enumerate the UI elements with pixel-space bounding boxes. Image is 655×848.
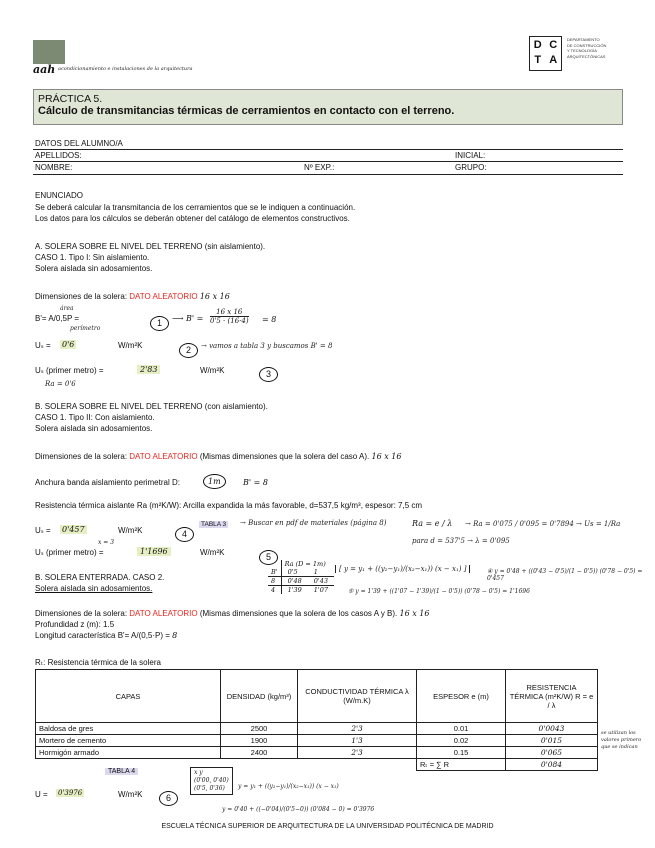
circle-number: 5 (259, 550, 278, 565)
interp-result-4: ④ y = 0'48 + ((0'43 − 0'5)/(1 − 0'5)) (0'78 − 0'5) = 0'457 (487, 568, 643, 582)
col-header-capas: CAPAS (36, 670, 221, 723)
usp-value: 2'83 (137, 365, 160, 374)
unit-label: W/m²K (200, 366, 225, 375)
grupo-label: GRUPO: (455, 163, 487, 172)
logo-image (33, 40, 65, 64)
mini-cell: 4 (271, 586, 276, 594)
cell-espesor: 0.15 (417, 747, 506, 759)
circle-2 (179, 340, 198, 358)
section-a-dim (35, 292, 230, 302)
mini-header: Ra (284, 560, 294, 568)
logo-text: aah (33, 63, 56, 76)
enunciado-line: Se deberá calcular la transmitancia de los cerramientos que se le indiquen a continuación. (35, 203, 356, 212)
mini-cell: 0'43 (313, 577, 328, 585)
cell-r: 0'015 (506, 735, 598, 747)
dcta-caption-line: DEPARTAMENTO (567, 37, 600, 42)
dcta-caption-line: Y TECNOLOGÍA (567, 48, 597, 53)
mini-cell: 8 (271, 577, 276, 585)
resistance-table (35, 669, 598, 771)
dcta-caption-line: DE CONSTRUCCIÓN (567, 42, 607, 48)
unit-label: W/m²K (118, 790, 143, 799)
u-value: 0'3976 (58, 789, 83, 797)
footer-text: ESCUELA TÉCNICA SUPERIOR DE ARQUITECTURA DE LA UNIVERSIDAD POLITÉCNICA DE MADRID (161, 823, 494, 830)
practice-number: PRÁCTICA 5. (38, 93, 103, 105)
perimeter-hand-note: perímetro (70, 325, 101, 332)
cell-capa: Hormigón armado (36, 747, 221, 759)
cell-densidad: 1900 (221, 735, 298, 747)
cell-espesor: 0.02 (417, 735, 506, 747)
mini-cell: 0'48 (281, 577, 308, 586)
table-row (36, 735, 598, 747)
interp-box (190, 767, 233, 795)
mini-cell: 0'5 (281, 568, 308, 577)
interp-box-line: x y (194, 769, 203, 776)
dcta-letter-t: T (534, 54, 542, 66)
cell-densidad: 2400 (221, 747, 298, 759)
practice-title: Cálculo de transmitancias térmicas de cerramientos en contacto con el terreno. (38, 105, 455, 117)
us-value: 0'457 (62, 525, 85, 534)
b-hand: B' = 8 (243, 478, 268, 487)
cell-lambda: 2'3 (298, 747, 417, 759)
dim-label: Dimensiones de la solera: (35, 452, 128, 461)
cell-lambda: 2'3 (298, 723, 417, 735)
divider (33, 161, 623, 162)
student-heading: DATOS DEL ALUMNO/A (35, 139, 123, 148)
usp-label: Uₛ (primer metro) = (35, 366, 104, 375)
sub-note: x = 3 (98, 539, 115, 546)
profundidad-label: Profundidad z (m): 1.5 (35, 620, 115, 629)
ra-formula: Ra = e / λ (412, 519, 453, 528)
mini-cell: 1 (313, 568, 318, 576)
circle-number: 3 (259, 367, 278, 382)
circle-number: 4 (175, 527, 194, 542)
u-label: U = (35, 790, 48, 799)
section-a-caso: CASO 1. Tipo I: Sin aislamiento. (35, 253, 150, 262)
us-label: Uₛ = (35, 341, 51, 350)
dim-hand: 16 x 16 (199, 292, 230, 301)
nombre-label: NOMBRE: (35, 163, 73, 172)
usp-label: Uₛ (primer metro) = (35, 548, 104, 557)
section-c-title: B. SOLERA ENTERRADA. CASO 2. (35, 573, 165, 582)
cell-densidad: 2500 (221, 723, 298, 735)
section-b-caso: CASO 1. Tipo II: Con aislamiento. (35, 413, 155, 422)
mini-interp-table (268, 560, 334, 594)
circle-4 (175, 524, 194, 542)
inicial-label: INICIAL: (455, 151, 486, 160)
area-hand-note: área (60, 305, 74, 312)
cell-capa: Mortero de cemento (36, 735, 221, 747)
longitud-hand: 8 (172, 631, 178, 640)
table-row (36, 747, 598, 759)
tabla4-tag: TABLA 4 (105, 768, 138, 775)
circle-6 (159, 788, 178, 806)
para-note: para d = 537'5 → λ = 0'095 (412, 537, 510, 545)
dcta-caption-line: ARQUITECTÓNICAS (567, 53, 606, 59)
dcta-letter-a: A (549, 54, 558, 66)
interp-eq: y = y₁ + ((y₂−y₁)/(x₂−x₁)) (x − x₁) (238, 783, 339, 790)
circle-number: 2 (179, 343, 198, 358)
mini-cell: B' (271, 568, 278, 576)
apellidos-label: APELLIDOS: (35, 151, 82, 160)
tabla3-tag: TABLA 3 (201, 521, 227, 528)
anchura-hand: 1m (203, 474, 226, 489)
us-label: Uₛ = (35, 526, 51, 535)
dim-hand: 16 x 16 (399, 609, 430, 618)
longitud-label (35, 631, 177, 641)
enunciado-line: Los datos para los cálculos se deberán obtener del catálogo de elementos constructivos. (35, 214, 350, 223)
longitud-text: Longitud característica B'= A/(0,5·P) = (35, 631, 170, 640)
col-header-conductividad: CONDUCTIVIDAD TÉRMICA λ (W/m.K) (298, 670, 417, 723)
interp-result-5: ⑤ y = 1'39 + ((1'07 − 1'39)/(1 − 0'5)) (0'78 − 0'5) = 1'1696 (348, 588, 530, 595)
dcta-letter-c: C (549, 39, 558, 51)
section-a-title: A. SOLERA SOBRE EL NIVEL DEL TERRENO (sin aislamiento). (35, 242, 266, 251)
cell-espesor: 0.01 (417, 723, 506, 735)
dim-rest: (Mismas dimensiones que la solera del caso A). (199, 452, 370, 461)
table-row (36, 723, 598, 735)
mini-header: (D = 1m) (295, 560, 326, 568)
anchura-label: Anchura banda aislamiento perimetral D: (35, 478, 180, 487)
b-result: = 8 (262, 315, 277, 324)
ra-note: Ra = 0'6 (45, 380, 76, 388)
interp-box-line: (0'5, 0'36) (194, 785, 225, 792)
circle-3 (259, 364, 278, 382)
busca-note: → Buscar en pdf de materiales (página 8) (240, 519, 387, 527)
col-header-densidad: DENSIDAD (kg/m³) (221, 670, 298, 723)
b-calc-fraction (210, 308, 249, 325)
divider (33, 149, 623, 150)
dcta-letter-d: D (533, 39, 542, 51)
circle-1 (150, 313, 169, 331)
col-header-resistencia: RESISTENCIA TÉRMICA (m²K/W) R = e / λ (506, 670, 598, 723)
section-c-dim (35, 609, 429, 619)
logo-subtitle: acondicionamiento e instalaciones de la arquitectura (58, 66, 193, 72)
divider (33, 174, 623, 175)
cell-lambda: 1'3 (298, 735, 417, 747)
cell-capa: Baldosa de gres (36, 723, 221, 735)
nexp-label: Nº EXP.: (304, 163, 335, 172)
section-b-dim (35, 452, 401, 462)
b-formula: B'= A/0,5P = (35, 314, 80, 323)
mini-cell: 1'07 (313, 586, 328, 594)
title-box (33, 89, 623, 125)
rt-value: 0'084 (506, 759, 598, 771)
mini-cell: 1'39 (281, 586, 308, 595)
dim-rest: (Mismas dimensiones que la solera de los casos A y B). (199, 609, 398, 618)
us-value: 0'6 (62, 340, 75, 349)
col-header-espesor: ESPESOR e (m) (417, 670, 506, 723)
dcta-caption (567, 37, 606, 59)
interp-box-line: (0'00, 0'40) (194, 777, 229, 784)
dim-hand: 16 x 16 (371, 452, 402, 461)
unit-label: W/m²K (118, 526, 143, 535)
resist-label: Resistencia térmica aislante Ra (m²K/W): Arcilla expandida la más favorable, d=537,5 kg/m³, espesor: 7,5 cm (35, 501, 423, 510)
interp-formula: [ y = y₁ + ((y₂−y₁)/(x₂−x₁)) (x − x₁) ] (335, 565, 470, 573)
section-a-desc: Solera aislada sin adosamientos. (35, 264, 153, 273)
cell-r: 0'0043 (506, 723, 598, 735)
circle-number: 1 (150, 316, 169, 331)
unit-label: W/m²K (118, 341, 143, 350)
dato-aleatorio: DATO ALEATORIO (129, 452, 198, 461)
rt-label: Rₜ = ∑ R (417, 759, 506, 771)
ra-calc: → Ra = 0'075 / 0'095 = 0'7894 → Us = 1/Ra (465, 520, 621, 528)
usp-value: 1'1696 (137, 547, 171, 556)
us-note: → vamos a tabla 3 y buscamos B' = 8 (201, 342, 333, 350)
dcta-logo (529, 36, 562, 71)
table-caption: Rₜ: Resistencia térmica de la solera (35, 658, 161, 667)
interp-result: y = 0'40 + ((−0'04)/(0'5−0)) (0'084 − 0) = 0'3976 (222, 806, 375, 813)
arrow-icon: ⟶ B' = (172, 314, 204, 323)
dato-aleatorio: DATO ALEATORIO (129, 609, 198, 618)
circle-number: 6 (159, 791, 178, 806)
enunciado-heading: ENUNCIADO (35, 191, 84, 200)
dim-label: Dimensiones de la solera: (35, 292, 128, 301)
b-calc-den: 0'5 · (16·4) (210, 317, 249, 325)
dim-label: Dimensiones de la solera: (35, 609, 128, 618)
section-c-desc: Solera aislada sin adosamientos. (35, 584, 153, 593)
unit-label: W/m²K (200, 548, 225, 557)
cell-r: 0'065 (506, 747, 598, 759)
dato-aleatorio: DATO ALEATORIO (129, 292, 198, 301)
b-calc-num: 16 x 16 (210, 308, 249, 317)
side-note: se utilizan los valores primero que se indican (601, 730, 642, 750)
section-b-title: B. SOLERA SOBRE EL NIVEL DEL TERRENO (con aislamiento). (35, 402, 268, 411)
section-b-desc: Solera aislada sin adosamientos. (35, 424, 153, 433)
